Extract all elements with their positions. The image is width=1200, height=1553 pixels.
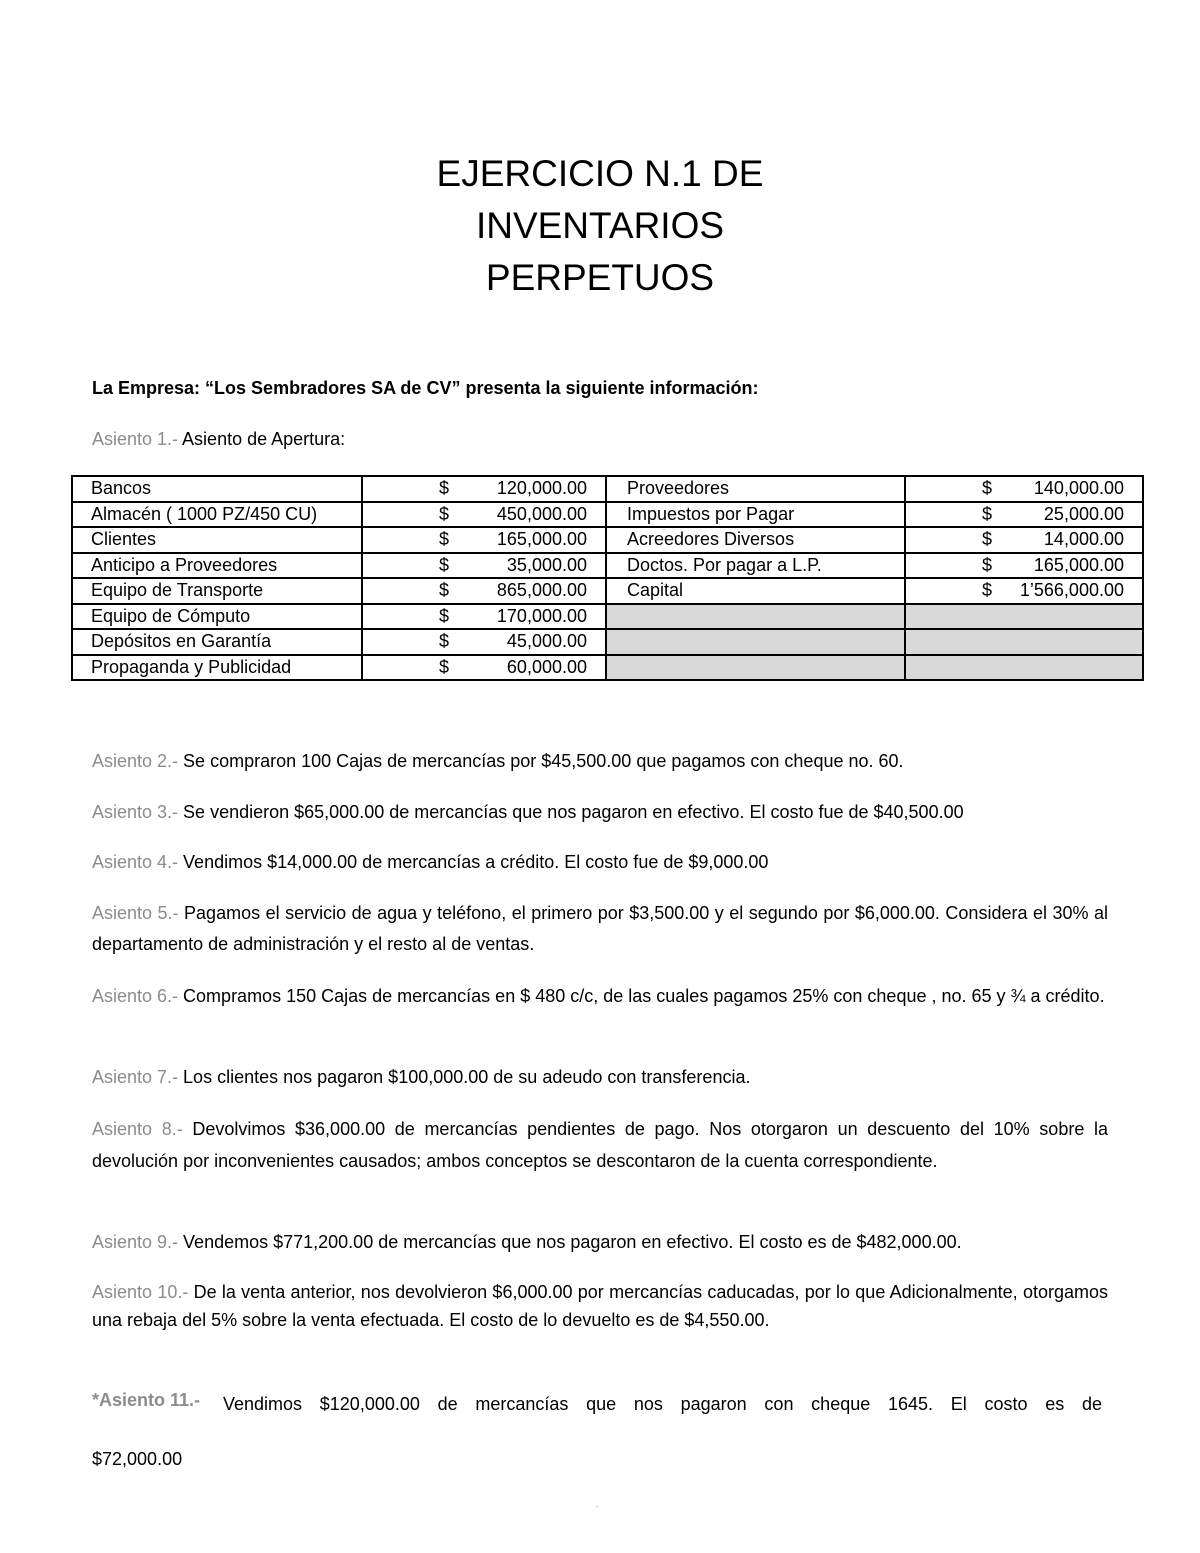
asiento-3 <box>92 797 1108 828</box>
account-amount: $ 60,000.00 <box>362 655 606 681</box>
asiento-9 <box>92 1227 1108 1258</box>
account-name: Impuestos por Pagar <box>606 502 905 528</box>
asiento-4 <box>92 847 1108 878</box>
account-amount: $ 45,000.00 <box>362 629 606 655</box>
account-amount: $ 450,000.00 <box>362 502 606 528</box>
table-row <box>72 476 1143 502</box>
empty-cell <box>905 655 1143 681</box>
account-amount: $ 25,000.00 <box>905 502 1143 528</box>
asiento-text: Se vendieron $65,000.00 de mercancías que nos pagaron en efectivo. El costo fue de $40,500.00 <box>178 802 964 822</box>
account-name: Anticipo a Proveedores <box>72 553 362 579</box>
table-row <box>72 502 1143 528</box>
asiento-text: Vendimos $120,000.00 de mercancías que nos pagaron con cheque 1645. El costo es de <box>223 1394 1102 1414</box>
asiento-11 <box>92 1386 1108 1476</box>
asiento-6 <box>92 981 1108 1012</box>
asiento-amount: $72,000.00 <box>92 1449 183 1469</box>
account-amount: $ 120,000.00 <box>362 476 606 502</box>
asiento-text: Devolvimos $36,000.00 de mercancías pendientes de pago. Nos otorgaron un descuento del 10% sobre la devolución por inconvenientes causados; ambos conceptos se descontaron de la cuenta correspondiente. <box>92 1119 1108 1171</box>
account-name: Depósitos en Garantía <box>72 629 362 655</box>
account-name: Equipo de Transporte <box>72 578 362 604</box>
asiento-label: Asiento 10.- <box>92 1282 189 1302</box>
asiento-8 <box>92 1113 1108 1177</box>
asiento-label: Asiento 6.- <box>92 986 179 1006</box>
asiento-text: De la venta anterior, nos devolvieron $6,000.00 por mercancías caducadas, por lo que Adicionalmente, otorgamos una rebaja del 5% sobre la venta efectuada. El costo de lo devuelto es de $4,550.00. <box>92 1282 1109 1330</box>
account-name: Doctos. Por pagar a L.P. <box>606 553 905 579</box>
account-amount: $ 165,000.00 <box>362 527 606 553</box>
intro-text: La Empresa: “Los Sembradores SA de CV” presenta la siguiente información: <box>92 378 759 398</box>
account-amount: $ 140,000.00 <box>905 476 1143 502</box>
asiento-text: Vendemos $771,200.00 de mercancías que nos pagaron en efectivo. El costo es de $482,000.00. <box>178 1232 962 1252</box>
table-row <box>72 578 1143 604</box>
account-name: Equipo de Cómputo <box>72 604 362 630</box>
asiento-text: Compramos 150 Cajas de mercancías en $ 480 c/c, de las cuales pagamos 25% con cheque , no. 65 y ¾ a crédito. <box>178 986 1105 1006</box>
asiento-1 <box>92 424 1108 455</box>
table-row <box>72 655 1143 681</box>
asiento-label: Asiento 1.- <box>92 429 179 449</box>
table-row <box>72 527 1143 553</box>
title-line-2: INVENTARIOS <box>475 205 725 246</box>
asiento-text: Vendimos $14,000.00 de mercancías a crédito. El costo fue de $9,000.00 <box>178 852 769 872</box>
asiento-label: *Asiento 11.- <box>92 1390 201 1410</box>
asiento-text: Pagamos el servicio de agua y teléfono, el primero por $3,500.00 y el segundo por $6,000.00. Considera el 30% al departamento de administración y el resto al de ventas. <box>92 903 1108 954</box>
asiento-5 <box>92 898 1108 960</box>
account-amount: $ 165,000.00 <box>905 553 1143 579</box>
opening-balance-table <box>71 475 1144 681</box>
asiento-label: Asiento 9.- <box>92 1232 179 1252</box>
asiento-label: Asiento 2.- <box>92 751 179 771</box>
account-amount: $ 170,000.00 <box>362 604 606 630</box>
empty-cell <box>606 629 905 655</box>
account-amount: $ 35,000.00 <box>362 553 606 579</box>
table-row <box>72 604 1143 630</box>
empty-cell <box>606 655 905 681</box>
table-row <box>72 553 1143 579</box>
footer-mark: . <box>596 1500 599 1509</box>
empty-cell <box>905 604 1143 630</box>
account-name: Propaganda y Publicidad <box>72 655 362 681</box>
account-name: Bancos <box>72 476 362 502</box>
page-title <box>0 148 1200 304</box>
empty-cell <box>905 629 1143 655</box>
empty-cell <box>606 604 905 630</box>
account-amount: $ 1’566,000.00 <box>905 578 1143 604</box>
asiento-10 <box>92 1278 1108 1334</box>
asiento-7 <box>92 1062 1108 1093</box>
account-name: Acreedores Diversos <box>606 527 905 553</box>
asiento-2 <box>92 746 1108 777</box>
asiento-label: Asiento 4.- <box>92 852 179 872</box>
account-name: Capital <box>606 578 905 604</box>
account-amount: $ 865,000.00 <box>362 578 606 604</box>
title-line-1: EJERCICIO N.1 DE <box>436 153 764 194</box>
account-name: Clientes <box>72 527 362 553</box>
asiento-label: Asiento 7.- <box>92 1067 179 1087</box>
asiento-text: Los clientes nos pagaron $100,000.00 de su adeudo con transferencia. <box>178 1067 751 1087</box>
account-amount: $ 14,000.00 <box>905 527 1143 553</box>
asiento-label: Asiento 5.- <box>92 903 179 923</box>
account-name: Proveedores <box>606 476 905 502</box>
asiento-label: Asiento 3.- <box>92 802 179 822</box>
account-name: Almacén ( 1000 PZ/450 CU) <box>72 502 362 528</box>
title-line-3: PERPETUOS <box>485 257 715 298</box>
asiento-label: Asiento 8.- <box>92 1119 183 1139</box>
asiento-text: Se compraron 100 Cajas de mercancías por $45,500.00 que pagamos con cheque no. 60. <box>178 751 904 771</box>
asiento-text: Asiento de Apertura: <box>178 429 346 449</box>
table-row <box>72 629 1143 655</box>
